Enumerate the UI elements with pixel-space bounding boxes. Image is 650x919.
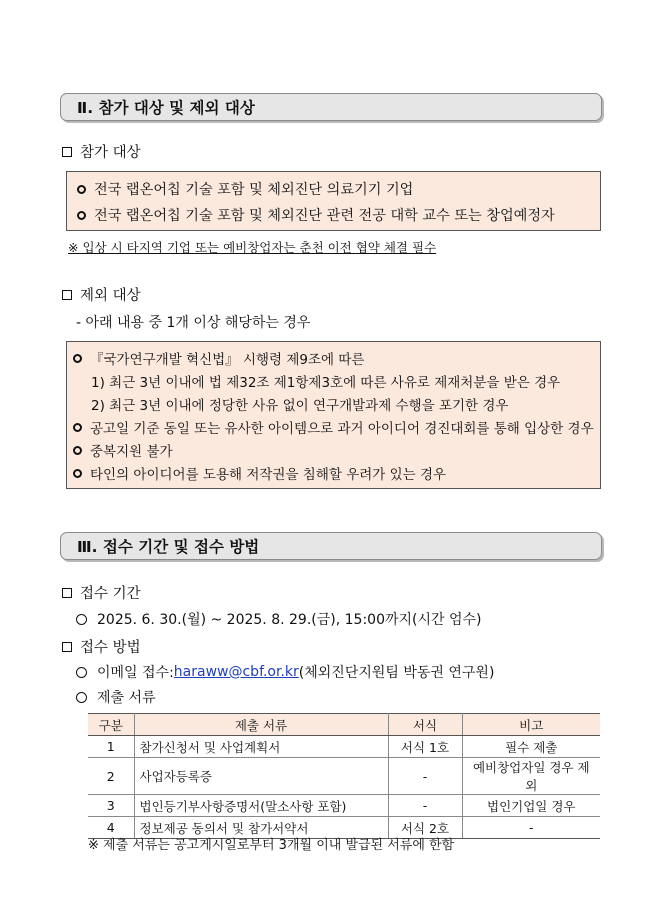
- exclusion-item: [73, 463, 446, 483]
- circle-bullet-icon: [73, 446, 82, 455]
- documents-footnote: ※ 제출 서류는 공고게시일로부터 3개월 이내 발급된 서류에 한함: [88, 838, 455, 853]
- table-cell: 4: [88, 817, 134, 839]
- circle-bullet-icon: [73, 469, 82, 478]
- documents-table: [88, 713, 600, 839]
- participant-item: [77, 179, 413, 199]
- table-cell: 3: [88, 795, 134, 817]
- email-suffix: (체외진단지원팀 박동권 연구원): [298, 665, 495, 681]
- participant-item-text: 전국 랩온어칩 기술 포함 및 체외진단 의료기기 기업: [94, 182, 414, 198]
- exclusion-item: [73, 417, 594, 437]
- docs-line: [76, 687, 156, 707]
- exclusion-item-text: 타인의 아이디어를 도용해 저작권을 침해할 우려가 있는 경우: [90, 467, 447, 483]
- table-header-cell: 서식: [388, 714, 462, 736]
- table-cell: 2: [88, 758, 134, 795]
- participants-heading: [62, 141, 141, 162]
- participants-note: ※ 입상 시 타지역 기업 또는 예비창업자는 춘천 이전 협약 체결 필수: [68, 240, 437, 255]
- docs-label: 제출 서류: [97, 690, 156, 706]
- section-3-header: [60, 532, 602, 560]
- table-cell: 서식 2호: [388, 817, 462, 839]
- exclusion-item-text: 중복지원 불가: [90, 444, 173, 460]
- circle-bullet-icon: [76, 692, 87, 703]
- exclusion-subitem: 2) 최근 3년 이내에 정당한 사유 없이 연구개발과제 수행을 포기한 경우: [91, 398, 509, 414]
- table-cell: 정보제공 동의서 및 참가서약서: [134, 817, 388, 839]
- table-cell: 서식 1호: [388, 736, 462, 758]
- exclusion-item-text: 『국가연구개발 혁신법』 시행령 제9조에 따른: [90, 352, 365, 368]
- table-header-row: [88, 714, 600, 736]
- exclusions-heading-label: 제외 대상: [80, 288, 141, 304]
- table-cell: 사업자등록증: [134, 758, 388, 795]
- table-cell: -: [388, 758, 462, 795]
- table-cell: 필수 제출: [462, 736, 600, 758]
- exclusion-item: [73, 348, 364, 368]
- table-cell: -: [462, 817, 600, 839]
- participants-heading-label: 참가 대상: [80, 145, 141, 161]
- table-cell: 법인기업일 경우: [462, 795, 600, 817]
- participant-item: [77, 205, 555, 225]
- exclusions-heading: [62, 284, 141, 305]
- circle-bullet-icon: [77, 211, 86, 220]
- period-line: [76, 609, 482, 629]
- exclusion-item-text: 공고일 기준 동일 또는 유사한 아이템으로 과거 아이디어 경진대회를 통해 입상한 경우: [90, 421, 594, 437]
- section-3-title: Ⅲ. 접수 기간 및 접수 방법: [77, 538, 260, 556]
- table-row: [88, 758, 600, 795]
- table-header-cell: 비고: [462, 714, 600, 736]
- table-cell: 참가신청서 및 사업계획서: [134, 736, 388, 758]
- table-cell: 법인등기부사항증명서(말소사항 포함): [134, 795, 388, 817]
- exclusions-intro: - 아래 내용 중 1개 이상 해당하는 경우: [76, 315, 311, 331]
- square-bullet-icon: [62, 642, 72, 652]
- square-bullet-icon: [62, 290, 72, 300]
- circle-bullet-icon: [73, 423, 82, 432]
- table-cell: 예비창업자일 경우 제외: [462, 758, 600, 795]
- table-row: [88, 736, 600, 758]
- email-line: [76, 662, 494, 682]
- circle-bullet-icon: [76, 614, 87, 625]
- participant-item-text: 전국 랩온어칩 기술 포함 및 체외진단 관련 전공 대학 교수 또는 창업예정자: [94, 208, 555, 224]
- table-cell: -: [388, 795, 462, 817]
- exclusion-item: [73, 440, 173, 460]
- method-heading: [62, 636, 141, 657]
- email-link[interactable]: haraww@cbf.or.kr: [173, 664, 299, 680]
- table-header-cell: 제출 서류: [134, 714, 388, 736]
- email-label: 이메일 접수:: [97, 665, 174, 681]
- circle-bullet-icon: [73, 354, 82, 363]
- method-heading-label: 접수 방법: [80, 640, 141, 656]
- period-heading-label: 접수 기간: [80, 586, 141, 602]
- period-heading: [62, 582, 141, 603]
- section-2-title: Ⅱ. 참가 대상 및 제외 대상: [77, 99, 255, 117]
- table-row: [88, 795, 600, 817]
- exclusion-subitem: 1) 최근 3년 이내에 법 제32조 제1항제3호에 따른 사유로 제재처분을 받은 경우: [91, 375, 561, 391]
- circle-bullet-icon: [76, 667, 87, 678]
- square-bullet-icon: [62, 147, 72, 157]
- table-header-cell: 구분: [88, 714, 134, 736]
- square-bullet-icon: [62, 588, 72, 598]
- circle-bullet-icon: [77, 185, 86, 194]
- section-2-header: [60, 93, 602, 121]
- period-value: 2025. 6. 30.(월) ~ 2025. 8. 29.(금), 15:00까지(시간 엄수): [97, 612, 482, 628]
- table-cell: 1: [88, 736, 134, 758]
- exclusions-box: [66, 341, 601, 489]
- participants-box: [66, 171, 601, 231]
